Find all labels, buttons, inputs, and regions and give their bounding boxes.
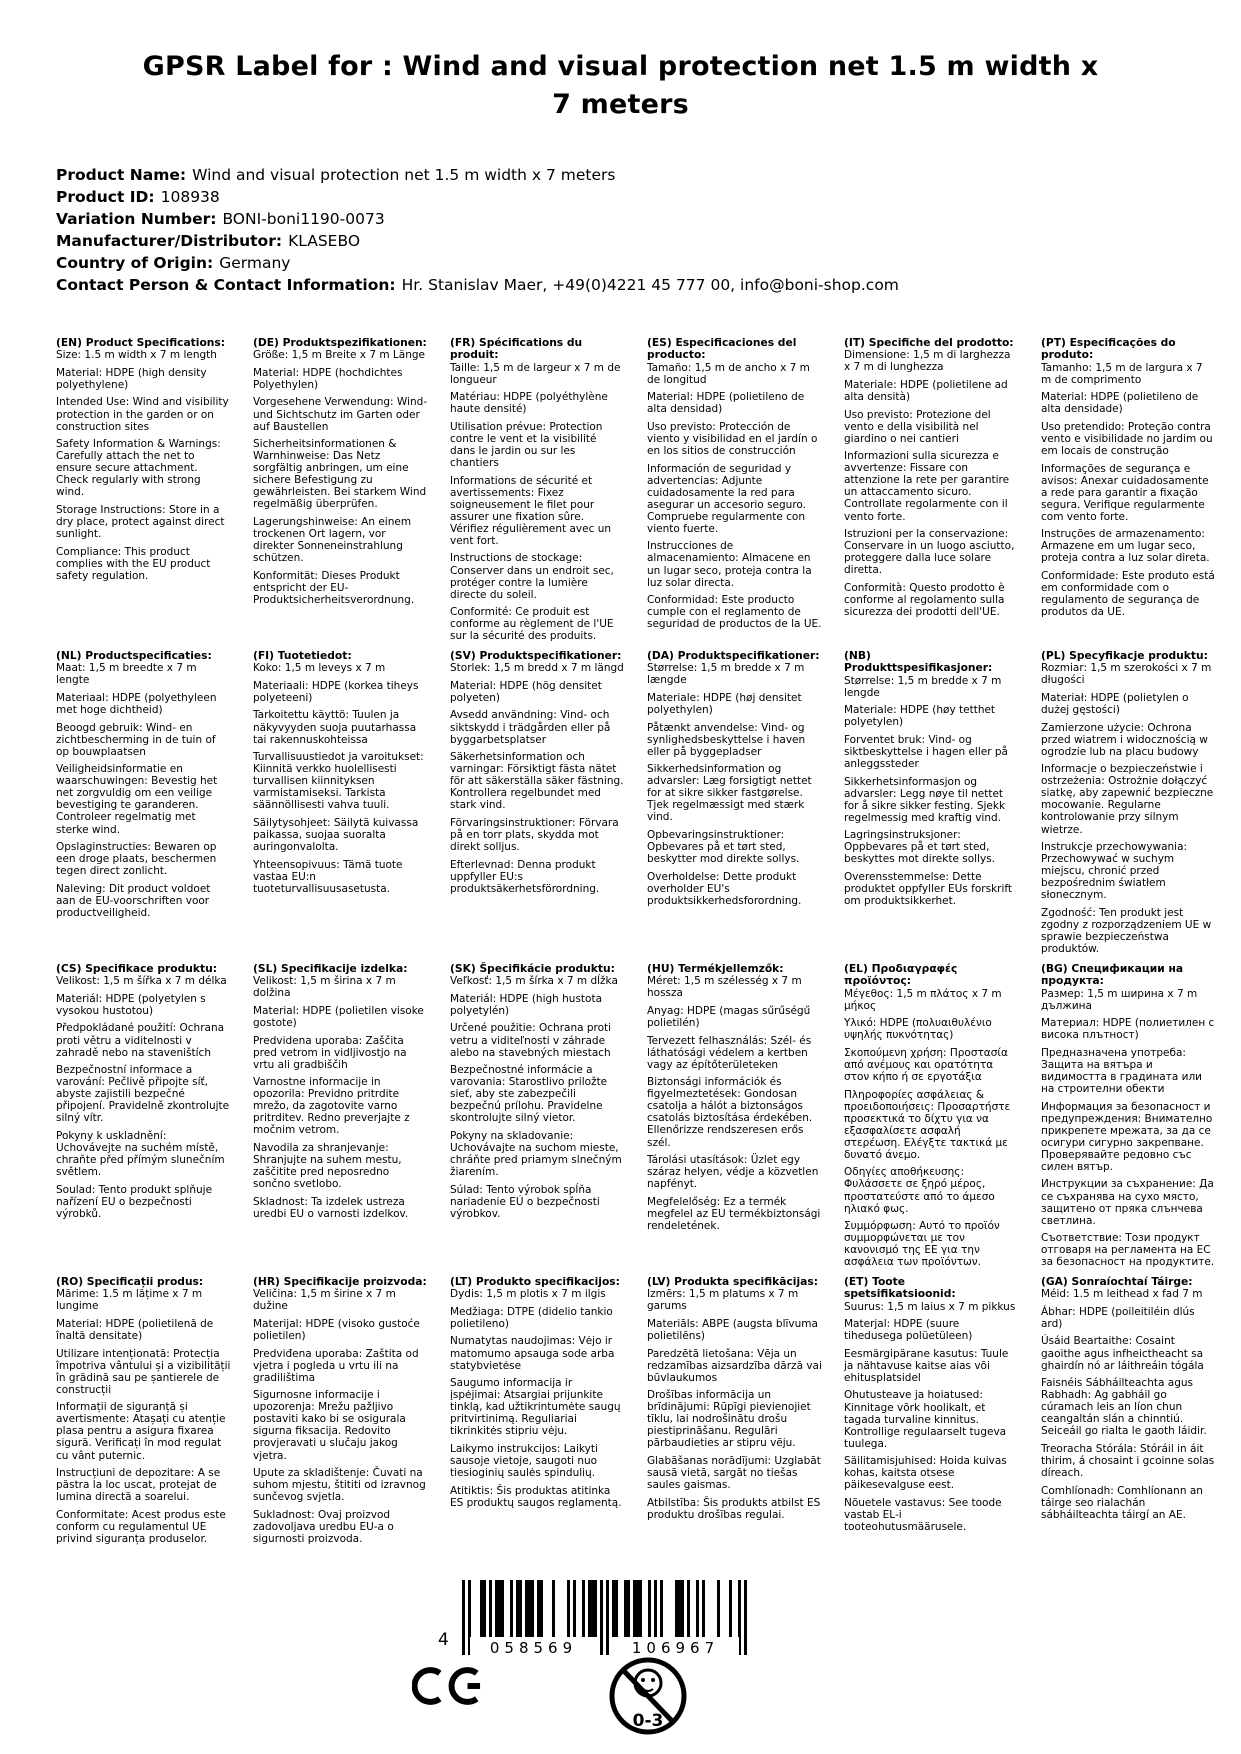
lang-block-paragraph: Faisnéis Sábháilteachta agus Rabhadh: Ag gabháil go cúramach leis an líon chun ceangaltán slán a chinntiú. Seiceáil go rialta le gaoth láidir. <box>1041 1377 1207 1438</box>
product-info-label: Product Name: <box>56 166 187 184</box>
lang-block-paragraph: Πληροφορίες ασφάλειας & προειδοποιήσεις: Προσαρτήστε προσεκτικά το δίχτυ για να εξασφαλίσετε ασφαλή στερέωση. Ελέγξτε τακτικά με δυνατό άνεμο. <box>844 1088 1011 1161</box>
lang-block-en <box>56 337 231 650</box>
lang-block-paragraph: Safety Information & Warnings: Carefully attach the net to ensure secure attachment. Check regularly with strong wind. <box>56 438 221 499</box>
lang-block-paragraph: Zgodność: Ten produkt jest zgodny z rozporządzeniem UE w sprawie bezpieczeństwa produktów. <box>1041 906 1212 956</box>
lang-block-paragraph: Paredzētā lietošana: Vēja un redzamības aizsardzība dārzā vai būvlaukumos <box>647 1347 822 1384</box>
lang-block-paragraph: Pokyny k uskladnění: Uchovávejte na suchém místě, chraňte před přímým slunečním světlem. <box>56 1129 225 1179</box>
lang-block-paragraph: Säkerhetsinformation och varningar: Försiktigt fästa nätet för att säkerställa säker fästning. Kontrollera regelbundet med stark vind. <box>450 751 624 812</box>
lang-block-paragraph: Conformidade: Este produto está em conformidade com o regulamento de segurança de produtos da UE. <box>1041 570 1215 619</box>
lang-block-paragraph: Suurus: 1,5 m laius x 7 m pikkus <box>844 1300 1016 1313</box>
lang-block-paragraph: Material: HDPE (polietilen visoke gostote) <box>253 1004 424 1029</box>
lang-block-paragraph: Μέγεθος: 1,5 m πλάτος x 7 m μήκος <box>844 987 1002 1012</box>
lang-block-paragraph: Veiligheidsinformatie en waarschuwingen: Bevestig het net zorgvuldig om een veilige bevestiging te garanderen. Controleer regelmatig met sterke wind. <box>56 763 218 836</box>
product-info-row <box>56 252 899 274</box>
lang-block-heading: (FI) Tuotetiedot: <box>253 649 352 662</box>
lang-block-paragraph: Atbilstība: Šis produkts atbilst ES produktu drošības regulai. <box>647 1496 821 1521</box>
lang-block-paragraph: Naleving: Dit product voldoet aan de EU-voorschriften voor productveiligheid. <box>56 882 211 919</box>
lang-block-paragraph: Overensstemmelse: Dette produktet oppfyller EUs forskrift om produktsikkerhet. <box>844 870 1013 908</box>
product-info-value: Hr. Stanislav Maer, +49(0)4221 45 777 00, info@boni-shop.com <box>401 276 899 294</box>
lang-block-paragraph: Dimensione: 1,5 m di larghezza x 7 m di lunghezza <box>844 349 1011 374</box>
barcode-left-group: 058569 <box>470 1637 597 1656</box>
lang-block-heading: (SL) Specifikacije izdelka: <box>253 962 408 975</box>
lang-block-paragraph: Materiāls: ABPE (augsta blīvuma polietilēns) <box>647 1317 818 1342</box>
lang-block-heading: (LV) Produkta specifikācijas: <box>647 1275 818 1288</box>
lang-block-paragraph: Material: HDPE (hochdichtes Polyethylen) <box>253 366 403 391</box>
lang-block-paragraph: Предназначена употреба: Защита на вятъра и видимостта в градината или на строителни обекти <box>1041 1046 1202 1096</box>
lang-block-heading: (GA) Sonraíochtaí Táirge: <box>1041 1275 1193 1288</box>
lang-block-heading: (SV) Produktspecifikationer: <box>450 649 622 662</box>
product-info-row <box>56 230 899 252</box>
lang-block-paragraph: Určené použitie: Ochrana proti vetru a viditeľnosti v záhrade alebo na stavebných miestach <box>450 1022 612 1059</box>
lang-block-paragraph: Opbevaringsinstruktioner: Opbevares på et tørt sted, beskytter mod direkte sollys. <box>647 829 800 866</box>
lang-block-paragraph: Informații de siguranță și avertismente: Atașați cu atenție plasa pentru a asigura fixarea sigură. Verificați în mod regulat cu vânt puternic. <box>56 1401 226 1462</box>
lang-block-paragraph: Nõuetele vastavus: See toode vastab EL-i tooteohutusmäärusele. <box>844 1496 1002 1534</box>
lang-block-paragraph: Υλικό: HDPE (πολυαιθυλένιο υψηλής πυκνότητας) <box>844 1017 992 1042</box>
product-info-label: Manufacturer/Distributor: <box>56 232 283 250</box>
lang-block-paragraph: Velikost: 1,5 m šířka x 7 m délka <box>56 975 227 988</box>
lang-block-heading: (DE) Produktspezifikationen: <box>253 336 427 349</box>
lang-block-paragraph: Turvallisuustiedot ja varoitukset: Kiinnitä verkko huolellisesti turvallisen kiinnityksen varmistamiseksi. Tarkista säännöllisesti vahva tuuli. <box>253 751 424 812</box>
lang-block-paragraph: Uso previsto: Protezione del vento e della visibilità nel giardino o nei cantieri <box>844 408 991 445</box>
lang-block-heading: (CS) Specifikace produktu: <box>56 962 217 975</box>
lang-block-heading: (IT) Specifiche del prodotto: <box>844 336 1014 349</box>
lang-block-heading: (BG) Спецификации на продукта: <box>1041 962 1184 988</box>
barcode-module <box>744 1580 747 1655</box>
lang-block-paragraph: Съответствие: Този продукт отговаря на регламента на ЕС за безопасност на продуктите. <box>1041 1232 1215 1269</box>
lang-block-paragraph: Izmērs: 1,5 m platums x 7 m garums <box>647 1288 799 1313</box>
lang-block-paragraph: Medžiaga: DTPE (didelio tankio polietileno) <box>450 1305 613 1330</box>
lang-block-paragraph: Conformidad: Este producto cumple con el reglamento de seguridad de productos de la UE. <box>647 594 822 631</box>
product-info-value: 108938 <box>160 188 220 206</box>
lang-block-sv <box>450 650 625 963</box>
product-info-label: Product ID: <box>56 188 155 206</box>
lang-block-paragraph: Predvidena uporaba: Zaščita pred vetrom in vidljivostjo na vrtu ali gradbiščih <box>253 1034 407 1071</box>
product-info-label: Variation Number: <box>56 210 217 228</box>
lang-block-paragraph: Material: HDPE (high density polyethylene) <box>56 366 207 391</box>
ce-mark-icon <box>412 1662 486 1710</box>
lang-block-heading: (ES) Especificaciones del producto: <box>647 336 797 362</box>
barcode-right-group: 106967 <box>612 1637 739 1656</box>
lang-block-paragraph: Rozmiar: 1,5 m szerokości x 7 m długości <box>1041 662 1212 687</box>
lang-block-paragraph: Materiale: HDPE (høj densitet polyethylen) <box>647 691 802 716</box>
lang-block-de <box>253 337 428 650</box>
lang-block-paragraph: Säilitamisjuhised: Hoida kuivas kohas, kaitsta otsese päikesevalguse eest. <box>844 1455 1007 1492</box>
lang-block-paragraph: Anyag: HDPE (magas sűrűségű polietilén) <box>647 1004 811 1029</box>
lang-block-paragraph: Ohutusteave ja hoiatused: Kinnitage võrk hoolikalt, et tagada turvaline kinnitus. Kontrollige regulaarselt tugeva tuulega. <box>844 1389 1007 1450</box>
lang-block-paragraph: Navodila za shranjevanje: Shranjujte na suhem mestu, zaščitite pred neposredno sončno svetlobo. <box>253 1142 402 1191</box>
lang-block-paragraph: Předpokládané použití: Ochrana proti větru a viditelnosti v zahradě nebo na staveništích <box>56 1022 225 1059</box>
lang-block-paragraph: Predviđena uporaba: Zaštita od vjetra i pogleda u vrtu ili na gradilištima <box>253 1347 419 1384</box>
lang-block-paragraph: Súlad: Tento výrobok spĺňa nariadenie EÚ o bezpečnosti výrobkov. <box>450 1183 600 1220</box>
lang-block-paragraph: Bezpečnostní informace a varování: Pečlivě připojte síť, abyste zajistili bezpečné připojení. Pravidelně zkontrolujte silný vítr. <box>56 1064 230 1125</box>
product-info-value: Wind and visual protection net 1.5 m width x 7 meters <box>192 166 616 184</box>
lang-block-heading: (SK) Špecifikácie produktu: <box>450 962 615 975</box>
lang-block-heading: (NB) Produkttspesifikasjoner: <box>844 649 993 675</box>
lang-block-paragraph: Avsedd användning: Vind- och siktskydd i trädgården eller på byggarbetsplatser <box>450 709 611 746</box>
page-title: GPSR Label for : Wind and visual protection net 1.5 m width x 7 meters <box>142 51 1099 120</box>
lang-block-paragraph: Skladnost: Ta izdelek ustreza uredbi EU o varnosti izdelkov. <box>253 1195 409 1220</box>
lang-block-paragraph: Dydis: 1,5 m plotis x 7 m ilgis <box>450 1288 606 1301</box>
lang-block-bg <box>1041 963 1216 1276</box>
lang-block-paragraph: Laikymo instrukcijos: Laikyti sausoje vietoje, saugoti nuo tiesioginių saulės spindulių. <box>450 1442 598 1480</box>
lang-block-paragraph: Størrelse: 1,5 m bredde x 7 m længde <box>647 662 805 687</box>
lang-block-paragraph: Conformitate: Acest produs este conform cu regulamentul UE privind siguranța produselor. <box>56 1508 226 1545</box>
lang-block-paragraph: Mărime: 1.5 m lățime x 7 m lungime <box>56 1288 203 1313</box>
lang-block-paragraph: Größe: 1,5 m Breite x 7 m Länge <box>253 349 425 362</box>
lang-block-paragraph: Glabāšanas norādījumi: Uzglabāt sausā vietā, sargāt no tiešas saules gaismas. <box>647 1455 821 1492</box>
lang-block-paragraph: Koko: 1,5 m leveys x 7 m <box>253 662 386 675</box>
lang-block-paragraph: Размер: 1,5 m ширина x 7 m дължина <box>1041 987 1198 1012</box>
lang-block-paragraph: Materiaal: HDPE (polyethyleen met hoge dichtheid) <box>56 691 217 716</box>
lang-block-paragraph: Instrukcje przechowywania: Przechowywać w suchym miejscu, chronić przed bezpośrednim światłem słonecznym. <box>1041 841 1188 902</box>
lang-block-paragraph: Informazioni sulla sicurezza e avvertenze: Fissare con attenzione la rete per garantire un attaccamento sicuro. Controllate regolarmente con il vento forte. <box>844 450 1010 523</box>
lang-block-paragraph: Инструкции за съхранение: Да се съхранява на сухо място, защитено от пряка слънчева светлина. <box>1041 1178 1214 1227</box>
lang-block-paragraph: Tamanho: 1,5 m de largura x 7 m de comprimento <box>1041 361 1203 386</box>
lang-block-heading: (ET) Toote spetsifikatsioonid: <box>844 1275 956 1301</box>
lang-block-paragraph: Informacje o bezpieczeństwie i ostrzeżenia: Ostrożnie dołączyć siatkę, aby zapewnić bezpieczne mocowanie. Regularne kontrolowanie przy silnym wietrze. <box>1041 763 1214 836</box>
lang-block-cs <box>56 963 231 1276</box>
lang-block-paragraph: Veľkosť: 1,5 m šírka x 7 m dĺžka <box>450 975 618 988</box>
lang-block-paragraph: Materjal: HDPE (suure tihedusega polüetüleen) <box>844 1318 973 1343</box>
product-info-label: Country of Origin: <box>56 254 214 272</box>
lang-block-fr <box>450 337 625 650</box>
lang-block-paragraph: Tervezett felhasználás: Szél- és láthatósági védelem a kertben vagy az építőterületeken <box>647 1034 812 1071</box>
lang-block-paragraph: Tarkoitettu käyttö: Tuulen ja näkyvyyden suoja puutarhassa tai rakennuskohteissa <box>253 709 417 746</box>
lang-block-paragraph: Material: HDPE (polietileno de alta densidad) <box>647 391 805 416</box>
product-info-row <box>56 274 899 296</box>
lang-block-heading: (EN) Product Specifications: <box>56 336 226 349</box>
lang-block-paragraph: Lagringsinstruksjoner: Oppbevares på et tørt sted, beskyttes mot direkte sollys. <box>844 829 995 866</box>
lang-block-heading: (NL) Productspecificaties: <box>56 649 212 662</box>
lang-block-paragraph: Vorgesehene Verwendung: Wind- und Sichtschutz im Garten oder auf Baustellen <box>253 396 428 433</box>
product-info-value: Germany <box>219 254 291 272</box>
lang-block-paragraph: Pokyny na skladovanie: Uchovávajte na suchom mieste, chráňte pred priamym slnečným žiarením. <box>450 1129 622 1179</box>
lang-block-paragraph: Konformität: Dieses Produkt entspricht der EU-Produktsicherheitsverordnung. <box>253 569 415 606</box>
lang-block-paragraph: Materiale: HDPE (høy tetthet polyetylen) <box>844 704 996 729</box>
lang-block-paragraph: Uso previsto: Protección de viento y visibilidad en el jardín o en los sitios de construcción <box>647 420 818 457</box>
lang-block-paragraph: Forventet bruk: Vind- og siktbeskyttelse i hagen eller på anleggssteder <box>844 733 1008 770</box>
lang-block-paragraph: Overholdelse: Dette produkt overholder EU's produktsikkerhedsforordning. <box>647 870 802 907</box>
lang-block-sl <box>253 963 428 1276</box>
lang-block-fi <box>253 650 428 963</box>
product-info-row <box>56 186 899 208</box>
lang-block-heading: (DA) Produktspecifikationer: <box>647 649 820 662</box>
lang-block-nb <box>844 650 1019 963</box>
barcode-bars-icon <box>462 1580 747 1656</box>
lang-block-paragraph: Utilizare intenționată: Protecția împotriva vântului și a vizibilității în grădină sau pe șantierele de construcții <box>56 1347 231 1396</box>
lang-block-paragraph: Drošības informācija un brīdinājumi: Rūpīgi pievienojiet tīklu, lai nodrošinātu drošu piestiprināšanu. Regulāri pārbaudieties ar stipru vēju. <box>647 1389 811 1450</box>
lang-block-hu <box>647 963 822 1276</box>
lang-block-et <box>844 1276 1019 1589</box>
lang-block-paragraph: Materiaali: HDPE (korkea tiheys polyeteeni) <box>253 679 419 704</box>
lang-block-paragraph: Istruzioni per la conservazione: Conservare in un luogo asciutto, proteggere dalla luce solare diretta. <box>844 528 1015 577</box>
lang-block-paragraph: Lagerungshinweise: An einem trockenen Ort lagern, vor direkter Sonneneinstrahlung schützen. <box>253 516 412 565</box>
lang-block-heading: (HR) Specifikacije proizvoda: <box>253 1275 427 1288</box>
lang-block-heading: (PT) Especificações do produto: <box>1041 336 1176 362</box>
lang-block-paragraph: Storage Instructions: Store in a dry place, protect against direct sunlight. <box>56 503 225 541</box>
lang-block-paragraph: Informações de segurança e avisos: Anexar cuidadosamente a rede para garantir a fixação segura. Verifique regularmente com vento forte. <box>1041 462 1209 523</box>
lang-block-paragraph: Méid: 1.5 m leithead x fad 7 m <box>1041 1288 1203 1301</box>
barcode-first-digit: 4 <box>438 1630 449 1650</box>
lang-block-paragraph: Instructions de stockage: Conserver dans un endroit sec, protéger contre la lumière directe du soleil. <box>450 552 614 601</box>
lang-block-paragraph: Sicherheitsinformationen & Warnhinweise: Das Netz sorgfältig anbringen, um eine sichere Befestigung zu gewährleisten. Bei starkem Wind regelmäßig überprüfen. <box>253 438 427 511</box>
lang-block-da <box>647 650 822 963</box>
lang-block-paragraph: Tárolási utasítások: Üzlet egy száraz helyen, védje a közvetlen napfényt. <box>647 1154 819 1191</box>
lang-block-ga <box>1041 1276 1216 1589</box>
lang-block-paragraph: Material: HDPE (polietileno de alta densidade) <box>1041 391 1199 416</box>
lang-block-paragraph: Méret: 1,5 m szélesség x 7 m hossza <box>647 975 802 1000</box>
product-info-value: KLASEBO <box>288 232 361 250</box>
lang-block-heading: (EL) Προδιαγραφές προϊόντος: <box>844 962 958 988</box>
lang-block-paragraph: Maat: 1,5 m breedte x 7 m lengte <box>56 662 197 687</box>
lang-block-paragraph: Instrucciones de almacenamiento: Almacene en un lugar seco, proteja contra la luz solar directa. <box>647 540 812 589</box>
product-info <box>56 164 899 296</box>
ean13-barcode <box>438 1580 758 1660</box>
lang-block-paragraph: Størrelse: 1,5 m bredde x 7 m lengde <box>844 674 1002 699</box>
language-specs-grid <box>56 337 1216 1589</box>
lang-block-el <box>844 963 1019 1276</box>
lang-block-paragraph: Saugumo informacija ir įspėjimai: Atsargiai prijunkite tinklą, kad užtikrintumėte saugų pritvirtinimą. Reguliariai tikrinkitės stipriu vėju. <box>450 1377 621 1438</box>
lang-block-paragraph: Materiał: HDPE (polietylen o dużej gęstości) <box>1041 691 1189 716</box>
lang-block-paragraph: Material: HDPE (polietilenă de înaltă densitate) <box>56 1317 214 1342</box>
lang-block-paragraph: Instruções de armazenamento: Armazene em um lugar seco, proteja contra a luz solar direta. <box>1041 528 1210 565</box>
lang-block-paragraph: Información de seguridad y advertencias: Adjunte cuidadosamente la red para asegurar un accesorio seguro. Compruebe regularmente con viento fuerte. <box>647 462 806 535</box>
lang-block-paragraph: Förvaringsinstruktioner: Förvara på en torr plats, skydda mot direkt solljus. <box>450 816 619 854</box>
lang-block-paragraph: Atitiktis: Šis produktas atitinka ES produktų saugos reglamentą. <box>450 1484 622 1509</box>
age-warning-0-3-icon <box>606 1650 690 1742</box>
lang-block-paragraph: Taille: 1,5 m de largeur x 7 m de longueur <box>450 361 621 386</box>
lang-block-paragraph: Συμμόρφωση: Αυτό το προϊόν συμμορφώνεται με τον κανονισμό της ΕΕ για την ασφάλεια των προϊόντων. <box>844 1220 1000 1269</box>
lang-block-paragraph: Sikkerhetsinformasjon og advarsler: Legg nøye til nettet for å sikre sikker festing. Sjekk regelmessig med kraftig vind. <box>844 775 1006 824</box>
lang-block-paragraph: Sukladnost: Ovaj proizvod zadovoljava uredbu EU-a o sigurnosti proizvoda. <box>253 1508 394 1545</box>
lang-block-it <box>844 337 1019 650</box>
lang-block-paragraph: Efterlevnad: Denna produkt uppfyller EU:s produktsäkerhetsförordning. <box>450 858 600 895</box>
lang-block-paragraph: Materiál: HDPE (high hustota polyetylén) <box>450 992 603 1017</box>
lang-block-paragraph: Zamierzone użycie: Ochrona przed wiatrem i widocznością w ogrodzie lub na placu budowy <box>1041 721 1208 758</box>
lang-block-paragraph: Velikost: 1,5 m širina x 7 m dolžina <box>253 975 396 1000</box>
lang-block-paragraph: Påtænkt anvendelse: Vind- og synlighedsbeskyttelse i haven eller på byggepladser <box>647 721 806 758</box>
lang-block-es <box>647 337 822 650</box>
lang-block-paragraph: Ábhar: HDPE (poileitiléin dlús ard) <box>1041 1305 1195 1330</box>
lang-block-paragraph: Material: HDPE (hög densitet polyeten) <box>450 679 602 704</box>
lang-block-paragraph: Numatytas naudojimas: Vėjo ir matomumo apsauga sode arba statybvietėse <box>450 1335 615 1372</box>
lang-block-paragraph: Utilisation prévue: Protection contre le vent et la visibilité dans le jardin ou sur les chantiers <box>450 420 603 470</box>
lang-block-paragraph: Instrucțiuni de depozitare: A se păstra la loc uscat, protejat de lumina directă a soarelui. <box>56 1467 221 1504</box>
lang-block-paragraph: Informations de sécurité et avertissements: Fixez soigneusement le filet pour assurer une fixation sûre. Vérifiez régulièrement avec un vent fort. <box>450 474 612 547</box>
lang-block-paragraph: Soulad: Tento produkt splňuje nařízení EU o bezpečnosti výrobků. <box>56 1183 213 1220</box>
product-info-label: Contact Person & Contact Information: <box>56 276 396 294</box>
product-info-row <box>56 164 899 186</box>
lang-block-heading: (HU) Termékjellemzők: <box>647 962 784 975</box>
lang-block-paragraph: Sikkerhedsinformation og advarsler: Læg forsigtigt nettet for at sikre sikker fastgørelse. Tjek regelmæssigt med stærk vind. <box>647 763 812 824</box>
lang-block-hr <box>253 1276 428 1589</box>
lang-block-paragraph: Comhlíonadh: Comhlíonann an táirge seo rialachán sábháilteachta táirgí an AE. <box>1041 1484 1203 1521</box>
lang-block-paragraph: Conformità: Questo prodotto è conforme al regolamento sulla sicurezza dei prodotti dell'UE. <box>844 581 1005 618</box>
lang-block-ro <box>56 1276 231 1589</box>
lang-block-lt <box>450 1276 625 1589</box>
lang-block-paragraph: Bezpečnostné informácie a varovania: Starostlivo priložte sieť, aby ste zabezpečili bezpečnú prílohu. Pravidelne skontrolujte silný vietor. <box>450 1064 608 1125</box>
lang-block-paragraph: Storlek: 1,5 m bredd x 7 m längd <box>450 662 624 675</box>
lang-block-paragraph: Intended Use: Wind and visibility protection in the garden or on construction sites <box>56 396 229 433</box>
lang-block-paragraph: Matériau: HDPE (polyéthylène haute densité) <box>450 391 608 416</box>
lang-block-paragraph: Eesmärgipärane kasutus: Tuule ja nähtavuse kaitse aias või ehitusplatsidel <box>844 1347 1009 1384</box>
lang-block-paragraph: Materiale: HDPE (polietilene ad alta densità) <box>844 378 1008 403</box>
lang-block-paragraph: Biztonsági információk és figyelmeztetések: Gondosan csatolja a hálót a biztonságos csatolás biztosítása érdekében. Ellenőrizze rendszeresen erős szél. <box>647 1076 813 1149</box>
lang-block-paragraph: Upute za skladištenje: Čuvati na suhom mjestu, štititi od izravnog sunčevog svjetla. <box>253 1467 426 1504</box>
lang-block-sk <box>450 963 625 1276</box>
lang-block-paragraph: Информация за безопасност и предупреждения: Внимателно прикрепете мрежата, за да се осигури сигурно закрепване. Проверявайте редовно със силен вятър. <box>1041 1100 1213 1173</box>
lang-block-paragraph: Tamaño: 1,5 m de ancho x 7 m de longitud <box>647 361 810 386</box>
lang-block-paragraph: Säilytysohjeet: Säilytä kuivassa paikassa, suojaa suoralta auringonvalolta. <box>253 816 419 854</box>
lang-block-paragraph: Yhteensopivuus: Tämä tuote vastaa EU:n tuoteturvallisuusasetusta. <box>253 858 403 895</box>
product-info-row <box>56 208 899 230</box>
lang-block-paragraph: Beoogd gebruik: Wind- en zichtbescherming in de tuin of op bouwplaatsen <box>56 721 216 758</box>
lang-block-paragraph: Opslaginstructies: Bewaren op een droge plaats, beschermen tegen direct zonlicht. <box>56 841 217 878</box>
lang-block-paragraph: Conformité: Ce produit est conforme au règlement de l'UE sur la sécurité des produits. <box>450 606 614 643</box>
lang-block-heading: (LT) Produkto specifikacijos: <box>450 1275 620 1288</box>
lang-block-paragraph: Veličina: 1,5 m širine x 7 m dužine <box>253 1288 396 1313</box>
lang-block-paragraph: Materiál: HDPE (polyetylen s vysokou hustotou) <box>56 992 206 1017</box>
lang-block-paragraph: Sigurnosne informacije i upozorenja: Mrežu pažljivo postaviti kako bi se osigurala sigurna fiksacija. Redovito provjeravati u slučaju jakog vjetra. <box>253 1389 406 1462</box>
lang-block-nl <box>56 650 231 963</box>
lang-block-pt <box>1041 337 1216 650</box>
lang-block-paragraph: Varnostne informacije in opozorila: Previdno pritrdite mrežo, da zagotovite varno pritrditev. Redno preverjajte z močnim vetrom. <box>253 1076 410 1137</box>
lang-block-pl <box>1041 650 1216 963</box>
lang-block-paragraph: Οδηγίες αποθήκευσης: Φυλάσσετε σε ξηρό μέρος, προστατεύστε από το άμεσο ηλιακό φως. <box>844 1166 995 1215</box>
lang-block-paragraph: Size: 1.5 m width x 7 m length <box>56 349 217 362</box>
lang-block-heading: (RO) Specificații produs: <box>56 1275 204 1288</box>
lang-block-paragraph: Материал: HDPE (полиетилен с висока плътност) <box>1041 1017 1215 1042</box>
lang-block-paragraph: Σκοπούμενη χρήση: Προστασία από ανέμους και ορατότητα στον κήπο ή σε εργοτάξια <box>844 1046 1008 1083</box>
lang-block-paragraph: Treoracha Stórála: Stóráil in áit thirim, á chosaint i gcoinne solas díreach. <box>1041 1442 1215 1480</box>
lang-block-paragraph: Uso pretendido: Proteção contra vento e visibilidade no jardim ou em locais de construção <box>1041 420 1213 457</box>
age-warning-text: 0-3 <box>632 1711 664 1731</box>
product-info-value: BONI-boni1190-0073 <box>222 210 385 228</box>
lang-block-paragraph: Materijal: HDPE (visoko gustoće polietilen) <box>253 1317 420 1342</box>
lang-block-lv <box>647 1276 822 1589</box>
lang-block-paragraph: Compliance: This product complies with the EU product safety regulation. <box>56 545 211 582</box>
lang-block-paragraph: Úsáid Beartaithe: Cosaint gaoithe agus infheictheacht sa ghairdín nó ar láithreáin tógála <box>1041 1335 1204 1372</box>
lang-block-paragraph: Megfelelőség: Ez a termék megfelel az EU termékbiztonsági rendeletének. <box>647 1195 821 1232</box>
lang-block-heading: (FR) Spécifications du produit: <box>450 336 583 362</box>
lang-block-heading: (PL) Specyfikacje produktu: <box>1041 649 1208 662</box>
